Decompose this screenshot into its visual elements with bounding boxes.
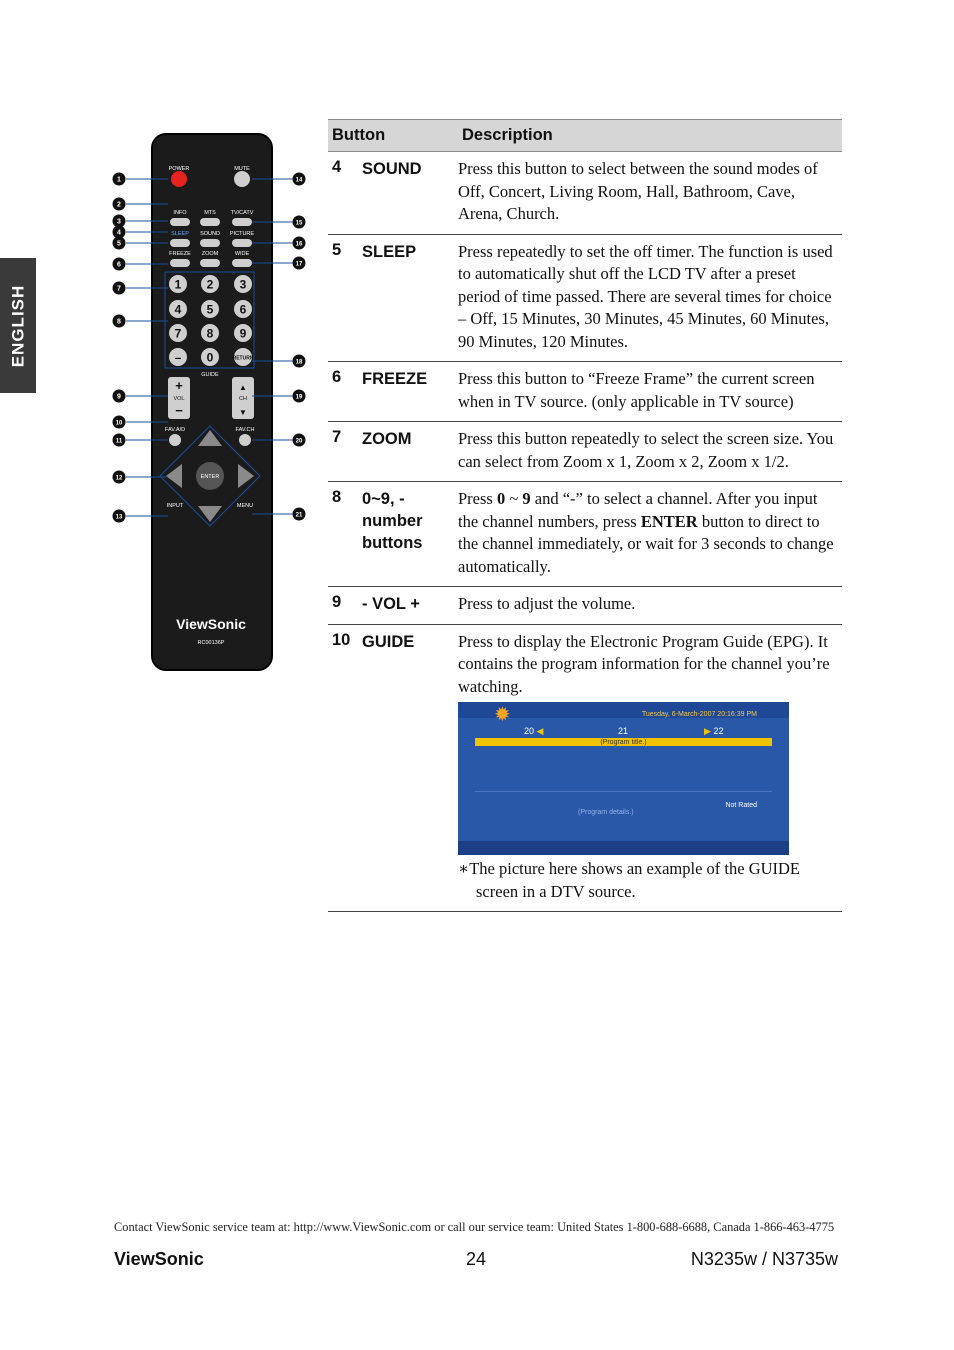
guide-screen-example: [458, 702, 789, 855]
callout-number: 18: [295, 359, 303, 366]
callout-number: 21: [295, 512, 303, 519]
table-row: [328, 482, 842, 587]
row-description: Press this button to “Freeze Frame” the current screen when in TV source. (only applicable in TV source): [458, 362, 842, 422]
row-description-cell: [458, 624, 842, 912]
sleep-label: SLEEP: [171, 231, 189, 237]
picture-label: PICTURE: [229, 231, 255, 237]
digit-label: –: [174, 350, 182, 365]
digit-label: 6: [239, 302, 247, 317]
guide-channel-current: 21: [618, 726, 629, 736]
desc-part: Press: [458, 489, 497, 508]
language-tab: [0, 258, 36, 393]
row-button-name: FREEZE: [362, 362, 458, 422]
table-row: [328, 587, 842, 625]
row-button-name: - VOL +: [362, 587, 458, 625]
callout-number: 20: [295, 438, 303, 445]
arrow-left-icon: ◀: [536, 726, 544, 736]
row-number: 7: [328, 422, 362, 482]
row-description: Press repeatedly to set the off timer. The function is used to automatically shut off the LCD TV after a preset period of time passed. There are several times for choice – Off, 15 Minutes, 30 Minutes, 45 Minutes, 60 Minutes, 90 Minutes, 120 Minutes.: [458, 234, 842, 362]
table-row: [328, 152, 842, 235]
channel-prev-number: 20: [524, 726, 535, 736]
row-description: Press this button to select between the sound modes of Off, Concert, Living Room, Hall, Bathroom, Cave, Arena, Church.: [458, 152, 842, 235]
sound-label: SOUND: [200, 231, 220, 237]
desc-part: and “-” to select a channel. After you input the channel numbers, press: [458, 489, 818, 531]
favch-button: [239, 434, 251, 446]
callout-number: 9: [117, 393, 121, 401]
footer-page-number: 24: [466, 1249, 487, 1269]
favaid-button: [169, 434, 181, 446]
callout-number: 8: [117, 318, 121, 326]
digit-label: 3: [239, 277, 247, 292]
callout-number: 19: [295, 394, 303, 401]
guide-bottom-bar: [458, 841, 789, 855]
row-description: Press to adjust the volume.: [458, 587, 842, 625]
row-button-name: ZOOM: [362, 422, 458, 482]
model-label: RC00136P: [197, 640, 225, 646]
table-row: [328, 422, 842, 482]
remote-control-svg: [108, 132, 313, 672]
digit-label: 9: [239, 326, 247, 341]
callout-number: 4: [117, 229, 121, 237]
row-number: 8: [328, 482, 362, 587]
header-button: Button: [328, 120, 458, 152]
digit-label: 0: [206, 350, 214, 365]
guide-program-details: (Program details.): [578, 809, 634, 816]
callout-number: 14: [295, 177, 303, 184]
desc-bold-enter: ENTER: [640, 511, 698, 531]
footer-brand: ViewSonic: [114, 1249, 204, 1269]
zoom-button: [200, 259, 220, 267]
table-row: [328, 624, 842, 912]
guide-date: Tuesday, 6-March-2007 20:16:39 PM: [641, 711, 757, 718]
desc-bold-nine: 9: [522, 489, 531, 508]
callout-number: 17: [295, 261, 303, 268]
ch-down-icon: ▼: [239, 408, 247, 417]
callout-number: 5: [117, 240, 121, 248]
row-description: Press this button repeatedly to select the screen size. You can select from Zoom x 1, Zoom x 2, Zoom x 1/2.: [458, 422, 842, 482]
guide-note: ∗The picture here shows an example of the GUIDE screen in a DTV source.: [458, 859, 801, 901]
row-button-name: 0~9, - number buttons: [362, 482, 458, 587]
digit-label: 4: [174, 302, 182, 317]
guide-divider: [475, 791, 772, 792]
row-description: Press to display the Electronic Program Guide (EPG). It contains the program information for the channel you’re watching.: [458, 631, 830, 696]
row-number: 5: [328, 234, 362, 362]
sleep-button: [170, 239, 190, 247]
callout-number: 1: [117, 176, 121, 184]
digit-label: 5: [206, 302, 214, 317]
mts-label: MTS: [204, 210, 216, 216]
callout-number: 11: [115, 438, 123, 445]
info-label: INFO: [173, 210, 187, 216]
zoom-label: ZOOM: [201, 251, 219, 257]
guide-program-title-bar: (Program title.): [475, 738, 772, 746]
callout-number: 13: [115, 514, 123, 521]
wide-button: [232, 259, 252, 267]
tvcatv-label: TV/CATV: [230, 210, 254, 216]
mute-label: MUTE: [234, 166, 250, 172]
row-number: 9: [328, 587, 362, 625]
sound-button: [200, 239, 220, 247]
ch-up-icon: ▲: [239, 383, 247, 392]
tvcatv-button: [232, 218, 252, 226]
row-number: 4: [328, 152, 362, 235]
digit-label: 7: [174, 326, 182, 341]
callout-number: 3: [117, 218, 121, 226]
row-number: 6: [328, 362, 362, 422]
power-label: POWER: [168, 166, 190, 172]
desc-part: button to direct to the channel immediately, or wait for 3 seconds to change automatically.: [458, 511, 834, 576]
language-tab-label: ENGLISH: [8, 284, 27, 367]
callout-number: 16: [295, 241, 303, 248]
callout-number: 15: [295, 220, 303, 227]
channel-next-number: 22: [713, 726, 724, 736]
row-button-name: SLEEP: [362, 234, 458, 362]
digit-label: 8: [206, 326, 214, 341]
wide-label: WIDE: [234, 251, 250, 257]
contact-line: Contact ViewSonic service team at: http://www.ViewSonic.com or call our service team: United States 1-800-688-6688, Canada 1-866-463-4775: [114, 1220, 835, 1234]
callout-number: 7: [117, 285, 121, 293]
vol-plus-label: +: [175, 378, 183, 393]
table-row: [328, 234, 842, 362]
row-button-name: GUIDE: [362, 624, 458, 912]
menu-label: MENU: [236, 503, 254, 509]
arrow-right-icon: ▶: [704, 726, 711, 736]
callout-number: 6: [117, 261, 121, 269]
gear-icon: ✹: [494, 704, 511, 726]
guide-rating: Not Rated: [725, 802, 757, 809]
row-button-name: SOUND: [362, 152, 458, 235]
desc-bold-zero: 0: [496, 489, 506, 508]
ch-label: CH: [239, 396, 247, 402]
input-label: INPUT: [166, 503, 184, 509]
remote-control-illustration: [108, 132, 313, 672]
button-description-table: [328, 119, 842, 912]
desc-part: ~: [505, 489, 523, 508]
header-description: Description: [458, 120, 842, 152]
info-button: [170, 218, 190, 226]
favch-label: FAV.CH: [235, 427, 255, 433]
table-row: [328, 362, 842, 422]
mts-button: [200, 218, 220, 226]
vol-minus-label: −: [175, 403, 183, 418]
enter-label: ENTER: [200, 474, 220, 480]
table-header-row: [328, 120, 842, 152]
power-button: [171, 171, 187, 187]
freeze-label: FREEZE: [169, 251, 191, 257]
row-description: [458, 482, 842, 587]
digit-label: 2: [206, 277, 214, 292]
picture-button: [232, 239, 252, 247]
digit-label: 1: [174, 277, 182, 292]
mute-button: [234, 171, 250, 187]
brand-label: ViewSonic: [176, 616, 246, 632]
freeze-button: [170, 259, 190, 267]
footer-model: N3235w / N3735w: [690, 1249, 838, 1269]
callout-number: 2: [117, 201, 121, 209]
vol-label: VOL: [173, 396, 185, 402]
return-label: RETURN: [232, 355, 254, 362]
row-number: 10: [328, 624, 362, 912]
favaid-label: FAV.A/D: [164, 427, 186, 433]
guide-label: GUIDE: [201, 372, 219, 378]
callout-number: 12: [115, 475, 123, 482]
callout-number: 10: [115, 420, 123, 427]
